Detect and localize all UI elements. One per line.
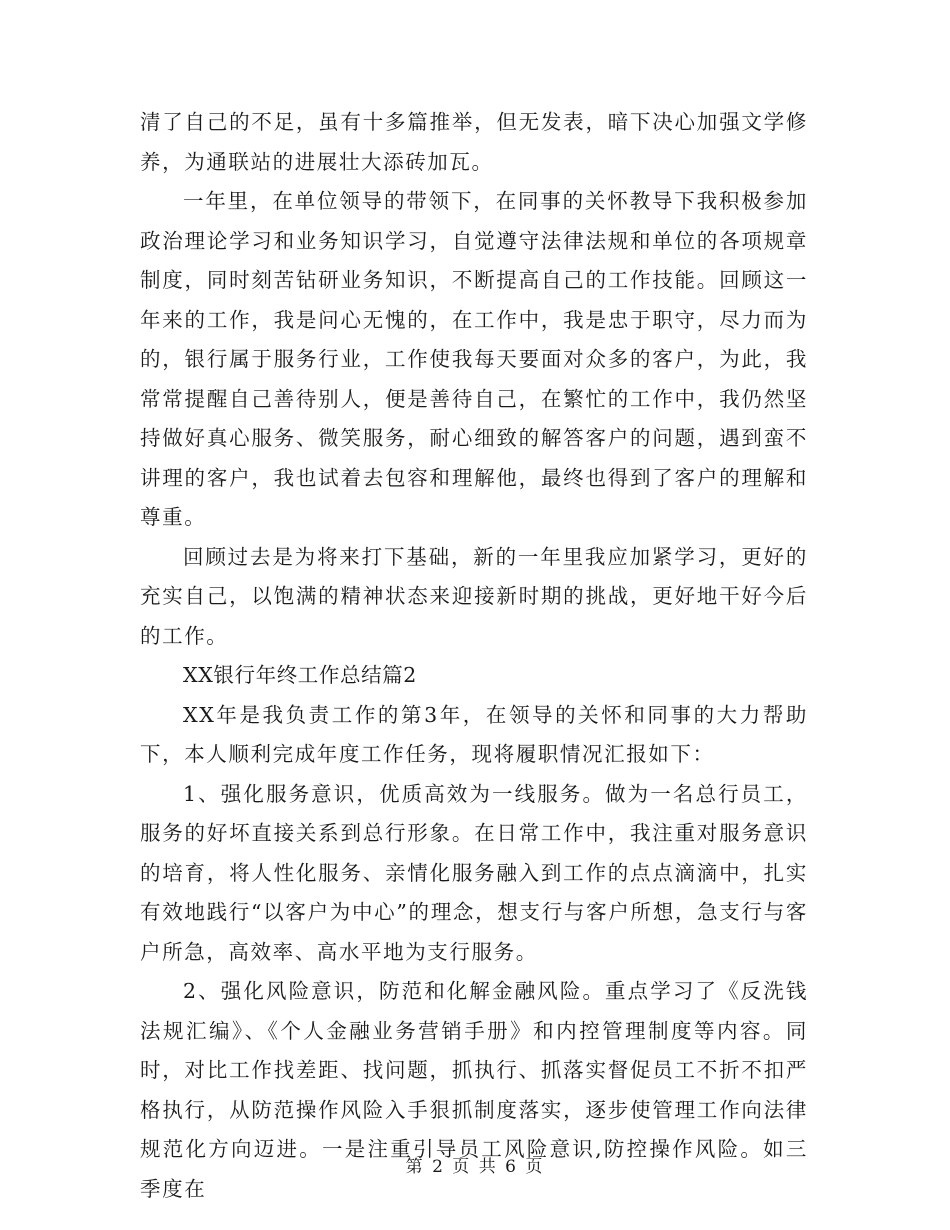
paragraph-5: 1、强化服务意识，优质高效为一线服务。做为一名总行员工，服务的好坏直接关系到总行形象。在日常工作中，我注重对服务意识的培育，将人性化服务、亲情化服务融入到工作的点点滴滴中，扎实有效地践行“以客户为中心”的理念，想支行与客户所想，急支行与客户所急，高效率、高水平地为支行服务。	[140, 781, 808, 964]
page-footer: 第 2 页 共 6 页	[405, 1157, 545, 1177]
document-body	[140, 103, 808, 1209]
paragraph-6: 2、强化风险意识，防范和化解金融风险。重点学习了《反洗钱法规汇编》、《个人金融业务营销手册》和内控管理制度等内容。同时，对比工作找差距、找问题，抓执行、抓落实督促员工不折不扣严格执行，从防范操作风险入手狠抓制度落实，逐步使管理工作向法律规范化方向迈进。一是注重引导员工风险意识,防控操作风险。如三季度在	[140, 979, 808, 1201]
paragraph-2: 一年里，在单位领导的带领下，在同事的关怀教导下我积极参加政治理论学习和业务知识学习，自觉遵守法律法规和单位的各项规章制度，同时刻苦钻研业务知识，不断提高自己的工作技能。回顾这一年来的工作，我是问心无愧的，在工作中，我是忠于职守，尽力而为的，银行属于服务行业，工作使我每天要面对众多的客户，为此，我常常提醒自己善待别人，便是善待自己，在繁忙的工作中，我仍然坚持做好真心服务、微笑服务，耐心细致的解答客户的问题，遇到蛮不讲理的客户，我也试着去包容和理解他，最终也得到了客户的理解和尊重。	[140, 189, 808, 529]
paragraph-4: XX年是我负责工作的第3年，在领导的关怀和同事的大力帮助下，本人顺利完成年度工作任务，现将履职情况汇报如下：	[140, 702, 808, 766]
paragraph-1: 清了自己的不足，虽有十多篇推举，但无发表，暗下决心加强文学修养，为通联站的进展壮大添砖加瓦。	[140, 110, 808, 174]
section-heading: XX银行年终工作总结篇2	[183, 663, 417, 687]
paragraph-3: 回顾过去是为将来打下基础，新的一年里我应加紧学习，更好的充实自己，以饱满的精神状态来迎接新时期的挑战，更好地干好今后的工作。	[140, 544, 808, 648]
